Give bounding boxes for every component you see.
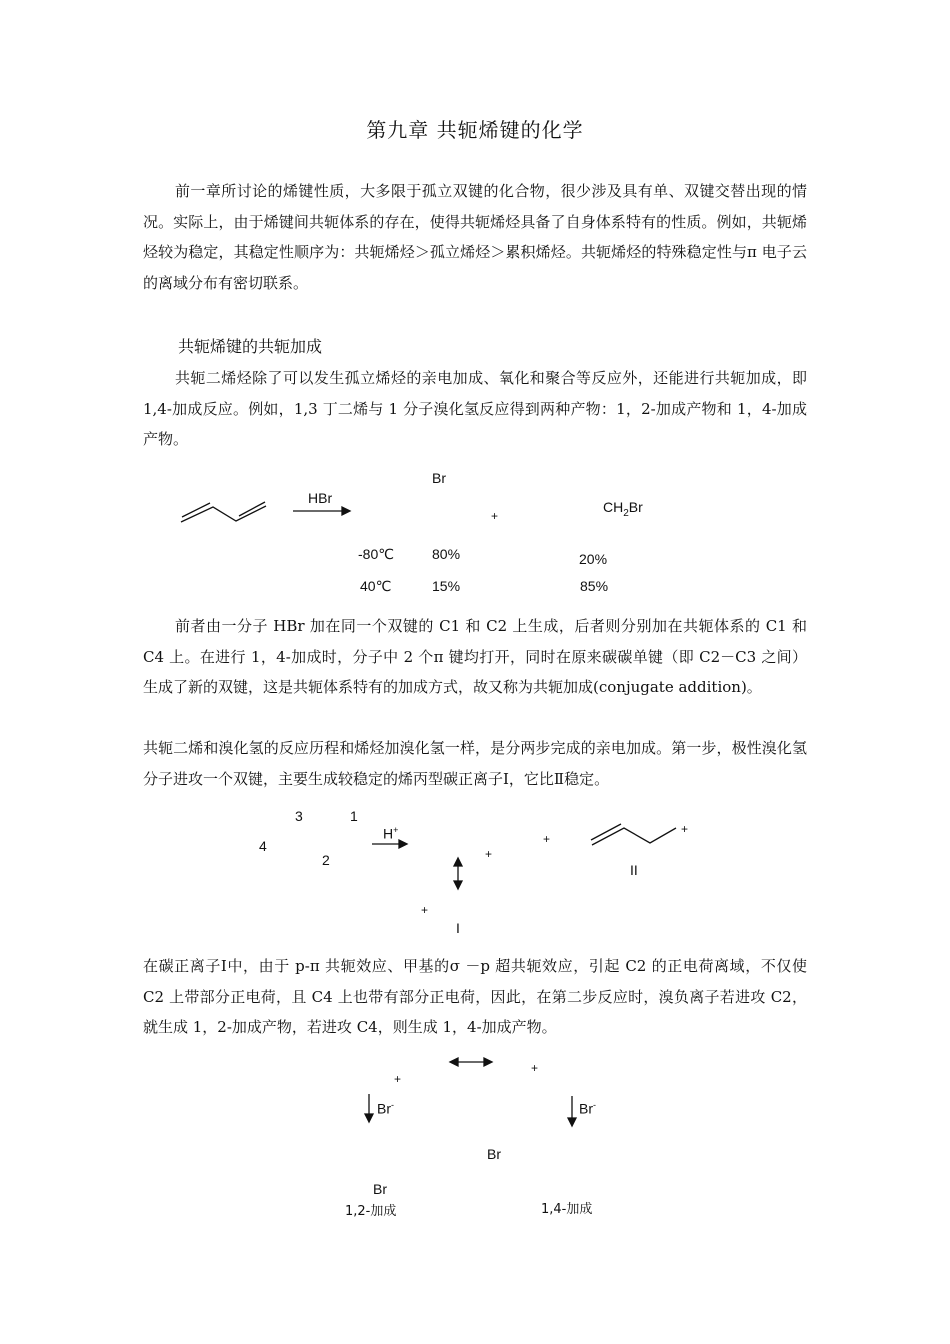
yield-12-low: 80% [432, 546, 461, 562]
carbon-number-1: 1 [350, 808, 358, 824]
bromide-right [579, 1100, 596, 1117]
bromide-left [377, 1100, 394, 1117]
charge-plus-ii: + [681, 822, 689, 836]
bromide-left-text: Br [377, 1100, 391, 1117]
carbocation-paragraph: 在碳正离子Ⅰ中，由于 p-π 共轭效应、甲基的σ －p 超共轭效应，引起 C2 的正电荷离域，不仅使 C2 上带部分正电荷，且 C4 上也带有部分正电荷，因此，在第二步反应时，溴负离子若进攻 C2，就生成 1，2-加成产物，若进攻 C4，则生成 1，4-加成产物。 [143, 957, 807, 1036]
ch2br-subscript: 2 [623, 507, 629, 519]
br-label: Br [432, 470, 446, 486]
reagent-h: H [383, 825, 394, 842]
page-title: 第九章 共轭烯键的化学 [366, 118, 584, 142]
carbon-number-2: 2 [322, 852, 330, 868]
section-heading: 共轭烯键的共轭加成 [178, 337, 323, 356]
yield-14-low: 20% [579, 551, 608, 567]
label-12-addition: 1,2-加成 [345, 1204, 397, 1219]
temp-low: -80℃ [358, 546, 394, 562]
intro-paragraph: 前一章所讨论的烯键性质，大多限于孤立双键的化合物，很少涉及具有单、双键交替出现的情况。实际上，由于烯键间共轭体系的存在，使得共轭烯烃具备了自身体系特有的性质。例如，共轭烯烃较为稳定，其稳定性顺序为：共轭烯烃＞孤立烯烃＞累积烯烃。共轭烯烃的特殊稳定性与π 电子云的离域分布有密切联系。 [143, 182, 807, 292]
charge-plus-right: + [531, 1061, 539, 1075]
ch2br-br: Br [628, 499, 643, 515]
reagent-charge: + [393, 825, 399, 835]
bromide-right-text: Br [579, 1100, 593, 1117]
plus-sign: + [491, 509, 499, 523]
charge-plus-left: + [394, 1072, 402, 1086]
br-label-14: Br [487, 1146, 501, 1162]
ch2br-ch: CH [603, 499, 624, 515]
mechanism-paragraph: 共轭二烯和溴化氢的反应历程和烯烃加溴化氢一样，是分两步完成的亲电加成。第一步，极性溴化氢分子进攻一个双键，主要生成较稳定的烯丙型碳正离子Ⅰ，它比Ⅱ稳定。 [143, 739, 807, 788]
label-14-addition: 1,4-加成 [541, 1202, 593, 1217]
temp-high: 40℃ [360, 578, 392, 594]
carbon-number-3: 3 [295, 808, 303, 824]
br-label-12: Br [373, 1181, 387, 1197]
plus-sign-2: + [543, 832, 551, 846]
bromide-right-charge: - [593, 1100, 596, 1110]
explanation-paragraph: 前者由一分子 HBr 加在同一个双键的 C1 和 C2 上生成，后者则分别加在共轭体系的 C1 和 C4 上。在进行 1，4-加成时，分子中 2 个π 键均打开，同时在原来碳碳单键（即 C2－C3 之间）生成了新的双键，这是共轭体系特有的加成方式，故又称为共轭加成(conjugate addition)。 [143, 617, 807, 696]
reagent-hbr: HBr [308, 490, 333, 506]
bromide-left-charge: - [391, 1100, 394, 1110]
label-ii: II [630, 862, 638, 878]
carbon-number-4: 4 [259, 838, 267, 854]
charge-plus-i: + [421, 903, 429, 917]
yield-14-high: 85% [580, 578, 609, 594]
charge-plus-1: + [485, 847, 493, 861]
label-i: I [456, 920, 460, 936]
yield-12-high: 15% [432, 578, 461, 594]
conjugate-addition-paragraph: 共轭二烯烃除了可以发生孤立烯烃的亲电加成、氧化和聚合等反应外，还能进行共轭加成，即 1,4-加成反应。例如，1,3 丁二烯与 1 分子溴化氢反应得到两种产物：1，2-加成产物和 1，4-加成产物。 [143, 369, 807, 448]
